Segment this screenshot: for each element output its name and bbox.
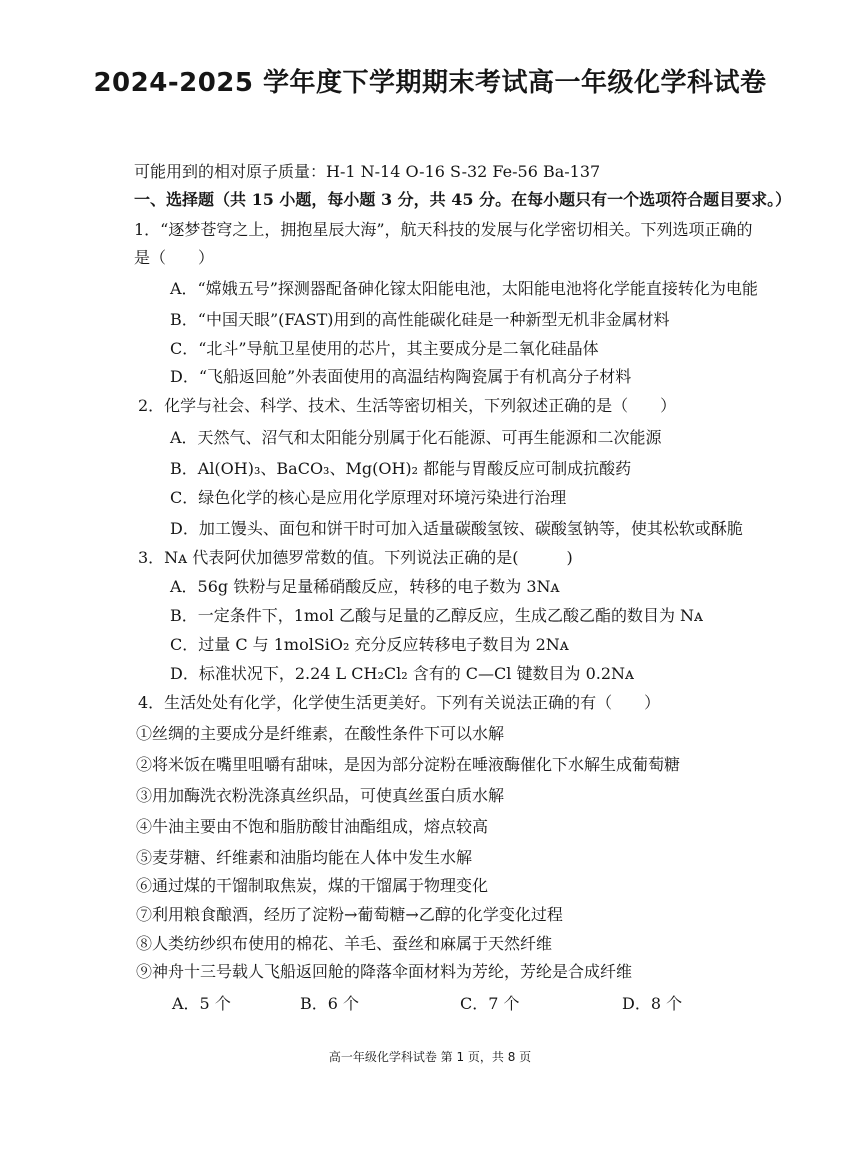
q4-item-5: ⑤麦芽糖、纤维素和油脂均能在人体中发生水解: [136, 848, 473, 867]
q1-option-a: A．“嫦娥五号”探测器配备砷化镓太阳能电池，太阳能电池将化学能直接转化为电能: [170, 279, 758, 298]
page-footer: 高一年级化学科试卷 第 1 页，共 8 页: [328, 1050, 532, 1064]
q4-item-3: ③用加酶洗衣粉洗涤真丝织品，可使真丝蛋白质水解: [136, 786, 505, 805]
q4-answer-b: B．6 个: [300, 994, 360, 1013]
q2-stem: 2．化学与社会、科学、技术、生活等密切相关，下列叙述正确的是（ ）: [138, 396, 677, 415]
section-heading: 一、选择题（共 15 小题，每小题 3 分，共 45 分。在每小题只有一个选项符合题目要求。）: [134, 190, 792, 209]
q3-option-c: C．过量 C 与 1molSiO₂ 充分反应转移电子数目为 2Nᴀ: [170, 635, 569, 654]
exam-title: 2024-2025 学年度下学期期末考试高一年级化学科试卷: [93, 68, 767, 98]
q4-item-8: ⑧人类纺纱织布使用的棉花、羊毛、蚕丝和麻属于天然纤维: [136, 934, 553, 953]
q2-option-c: C．绿色化学的核心是应用化学原理对环境污染进行治理: [170, 488, 567, 507]
q3-option-d: D．标准状况下，2.24 L CH₂Cl₂ 含有的 C—Cl 键数目为 0.2Nᴀ: [170, 664, 635, 683]
atomic-masses: 可能用到的相对原子质量：H-1 N-14 O-16 S-32 Fe-56 Ba-137: [134, 162, 601, 181]
q1-option-d: D．“飞船返回舱”外表面使用的高温结构陶瓷属于有机高分子材料: [170, 367, 632, 386]
q3-stem: 3．Nᴀ 代表阿伏加德罗常数的值。下列说法正确的是( ): [138, 548, 573, 567]
q4-item-4: ④牛油主要由不饱和脂肪酸甘油酯组成，熔点较高: [136, 817, 489, 836]
q1-stem-line2: 是（ ）: [134, 248, 215, 267]
q4-item-9: ⑨神舟十三号载人飞船返回舱的降落伞面材料为芳纶，芳纶是合成纤维: [136, 962, 633, 981]
q1-option-b: B．“中国天眼”(FAST)用到的高性能碳化硅是一种新型无机非金属材料: [170, 310, 670, 329]
q3-option-a: A．56g 铁粉与足量稀硝酸反应，转移的电子数为 3Nᴀ: [170, 577, 560, 596]
q4-answer-c: C．7 个: [460, 994, 520, 1013]
q4-stem: 4．生活处处有化学，化学使生活更美好。下列有关说法正确的有（ ）: [138, 693, 661, 712]
q2-option-b: B．Al(OH)₃、BaCO₃、Mg(OH)₂ 都能与胃酸反应可制成抗酸药: [170, 459, 632, 478]
q2-option-d: D．加工馒头、面包和饼干时可加入适量碳酸氢铵、碳酸氢钠等，使其松软或酥脆: [170, 519, 743, 538]
q4-item-6: ⑥通过煤的干馏制取焦炭，煤的干馏属于物理变化: [136, 876, 489, 895]
q4-item-1: ①丝绸的主要成分是纤维素，在酸性条件下可以水解: [136, 724, 505, 743]
q1-option-c: C．“北斗”导航卫星使用的芯片，其主要成分是二氧化硅晶体: [170, 339, 599, 358]
q4-answer-d: D．8 个: [622, 994, 683, 1013]
q4-item-2: ②将米饭在嘴里咀嚼有甜味，是因为部分淀粉在唾液酶催化下水解生成葡萄糖: [136, 755, 681, 774]
q4-item-7: ⑦利用粮食酿酒，经历了淀粉→葡萄糖→乙醇的化学变化过程: [136, 905, 563, 924]
q2-option-a: A．天然气、沼气和太阳能分别属于化石能源、可再生能源和二次能源: [170, 428, 662, 447]
q4-answer-a: A．5 个: [172, 994, 231, 1013]
q3-option-b: B．一定条件下，1mol 乙酸与足量的乙醇反应，生成乙酸乙酯的数目为 Nᴀ: [170, 606, 704, 625]
q1-stem-line1: 1．“逐梦苍穹之上，拥抱星辰大海”，航天科技的发展与化学密切相关。下列选项正确的: [134, 220, 753, 239]
